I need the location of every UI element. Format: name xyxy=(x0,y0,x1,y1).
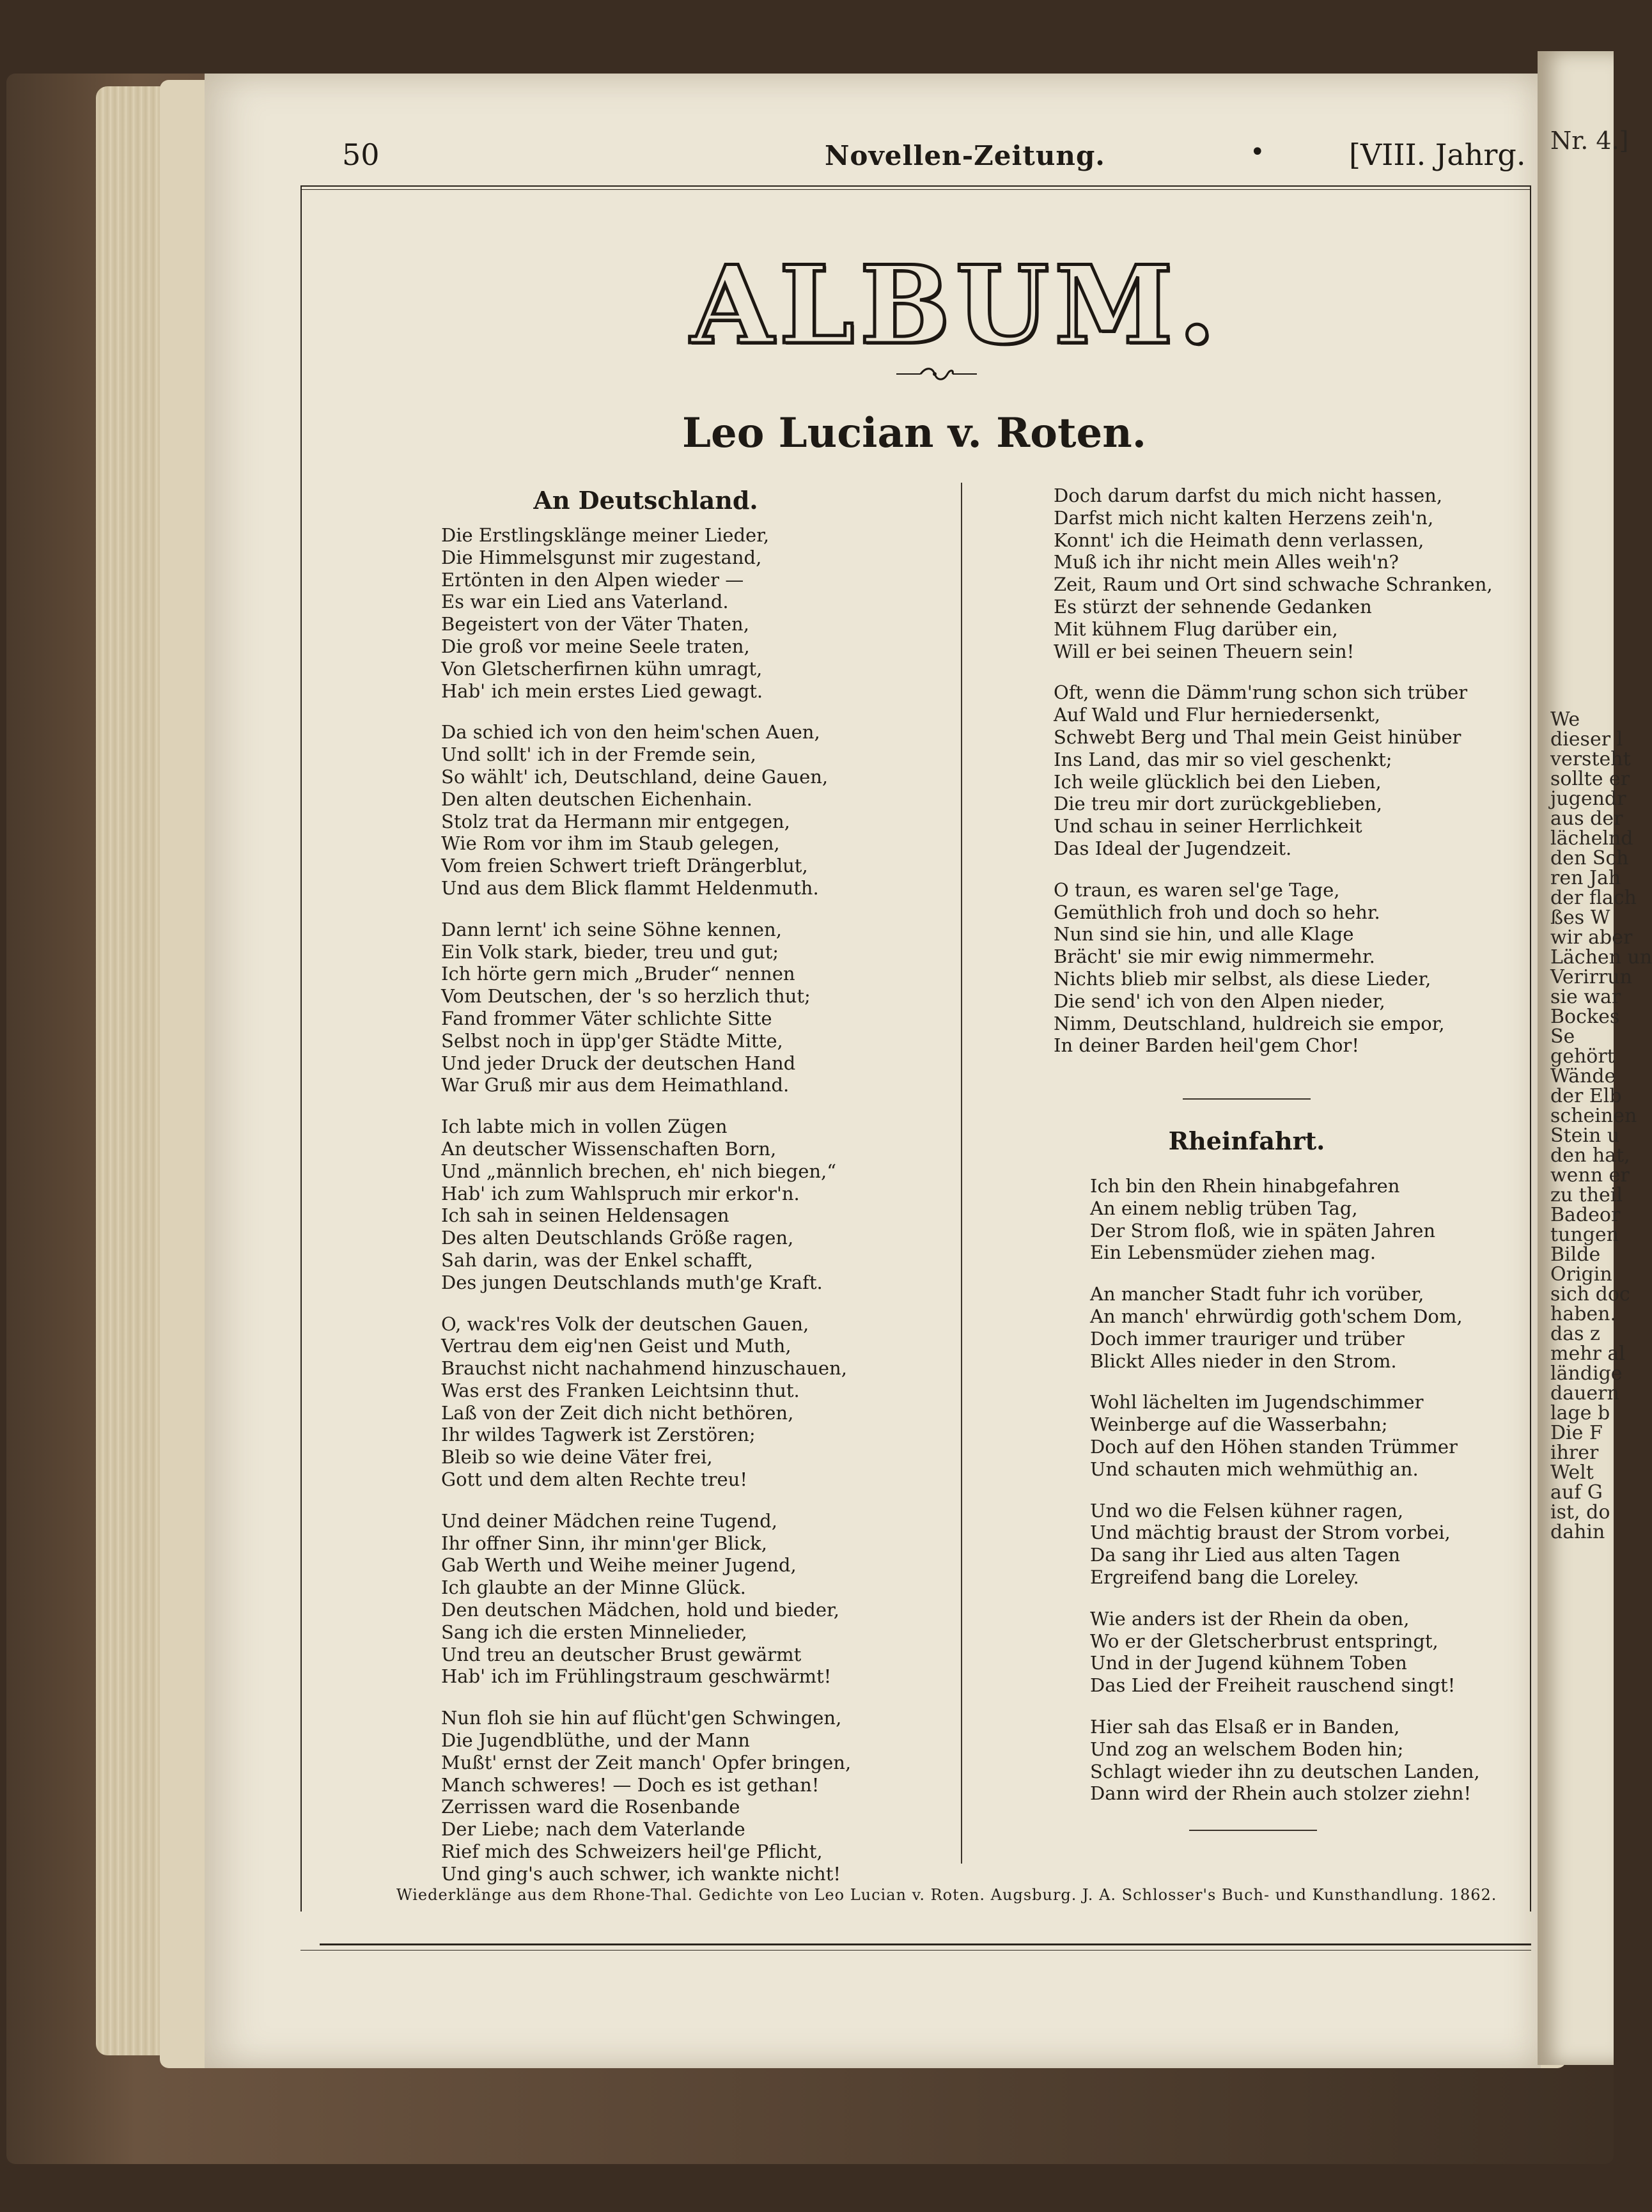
poem-line: Brächt' sie mir ewig nimmermehr. xyxy=(1054,946,1375,968)
facing-page-fragment: Verirrun xyxy=(1550,966,1632,988)
poem-line: Stolz trat da Hermann mir entgegen, xyxy=(441,810,790,832)
facing-page-fragment: wir aber xyxy=(1550,926,1633,949)
poem-line: Laß von der Zeit dich nicht bethören, xyxy=(441,1401,794,1424)
poem-line: So wählt' ich, Deutschland, deine Gauen, xyxy=(441,765,829,788)
column-divider xyxy=(961,483,962,1864)
poem-line: An einem neblig trüben Tag, xyxy=(1090,1197,1358,1219)
facing-page-fragment: We xyxy=(1550,708,1580,731)
poem-line: Und treu an deutscher Brust gewärmt xyxy=(441,1643,802,1665)
poem-line: Da schied ich von den heim'schen Auen, xyxy=(441,721,820,744)
poem-line: Doch immer trauriger und trüber xyxy=(1090,1327,1405,1350)
facing-page-fragment: sich doc xyxy=(1550,1283,1630,1305)
stanza xyxy=(441,1116,851,1293)
poem-line: Und jeder Druck der deutschen Hand xyxy=(441,1052,796,1074)
facing-page-header: Nr. 4.] xyxy=(1550,127,1629,155)
poem-line: In deiner Barden heil'gem Chor! xyxy=(1054,1034,1360,1057)
poem-line: Oft, wenn die Dämm'rung schon sich trüber xyxy=(1054,682,1468,704)
poem-line: Rief mich des Schweizers heil'ge Pflicht, xyxy=(441,1841,823,1863)
stanza xyxy=(441,1313,851,1491)
ornament-flourish-icon xyxy=(895,364,978,384)
facing-page-fragment: auf G xyxy=(1550,1481,1603,1504)
poem-line: An deutscher Wissenschaften Born, xyxy=(441,1137,777,1160)
poem-line: Des alten Deutschlands Größe ragen, xyxy=(441,1227,794,1249)
poem-line: Ins Land, das mir so viel geschenkt; xyxy=(1054,748,1392,770)
poem-column-left xyxy=(441,524,851,1885)
poem-line: Ihr wildes Tagwerk ist Zerstören; xyxy=(441,1424,756,1446)
poem-line: Das Ideal der Jugendzeit. xyxy=(1054,837,1292,859)
facing-page-fragment: lage b xyxy=(1550,1402,1610,1424)
facing-page-fragments xyxy=(1550,708,1652,1543)
poem-line: Wo er der Gletscherbrust entspringt, xyxy=(1090,1630,1438,1652)
header-rule xyxy=(300,185,1531,187)
poem-line: Selbst noch in üpp'ger Städte Mitte, xyxy=(441,1029,783,1052)
stanza xyxy=(441,1707,851,1885)
facing-page-fragment: haben. xyxy=(1550,1303,1617,1325)
poem-line: Und wo die Felsen kühner ragen, xyxy=(1090,1499,1404,1522)
poem-line: Den deutschen Mädchen, hold und bieder, xyxy=(441,1599,839,1621)
poem-line: Doch darum darfst du mich nicht hassen, xyxy=(1054,485,1443,506)
poem-rheinfahrt-text xyxy=(1090,1175,1480,1805)
facing-page-fragment: versteht xyxy=(1550,748,1631,770)
poem-title-an-deutschland: An Deutschland. xyxy=(533,486,758,515)
bottom-rule-thin xyxy=(300,1950,1531,1951)
poem-line: Hier sah das Elsaß er in Banden, xyxy=(1090,1715,1400,1738)
poem-line: Und in der Jugend kühnem Toben xyxy=(1090,1652,1407,1674)
facing-page-fragment: mehr al xyxy=(1550,1343,1625,1365)
poem-separator xyxy=(1183,1098,1311,1100)
poem-line: Ergreifend bang die Loreley. xyxy=(1090,1566,1359,1588)
poem-line: Mußt' ernst der Zeit manch' Opfer bringen, xyxy=(441,1751,852,1773)
facing-page-fragment: Se xyxy=(1550,1025,1575,1048)
volume-label: [VIII. Jahrg. xyxy=(1349,137,1526,172)
header-rule-thin xyxy=(300,189,1531,190)
poem-line: Es war ein Lied ans Vaterland. xyxy=(441,591,729,613)
stanza xyxy=(1090,1283,1480,1372)
facing-page-text xyxy=(1550,127,1652,1543)
poem-line: Ihr offner Sinn, ihr minn'ger Blick, xyxy=(441,1532,767,1554)
facing-page-fragment: scheinen xyxy=(1550,1105,1637,1127)
poem-line: Nichts blieb mir selbst, als diese Lieder, xyxy=(1054,967,1431,990)
poem-line: Will er bei seinen Theuern sein! xyxy=(1054,640,1355,662)
stanza xyxy=(441,721,851,899)
facing-page-fragment: ländige xyxy=(1550,1362,1623,1385)
poem-line: Ich labte mich in vollen Zügen xyxy=(441,1116,728,1138)
stanza xyxy=(1090,1716,1480,1805)
facing-page-fragment: den hat, xyxy=(1550,1144,1630,1167)
stanza xyxy=(1090,1608,1480,1697)
poem-line: Ich bin den Rhein hinabgefahren xyxy=(1090,1175,1400,1197)
facing-page-fragment: jugendr xyxy=(1550,788,1626,810)
facing-page-fragment: aus der xyxy=(1550,807,1623,830)
poem-title-rheinfahrt: Rheinfahrt. xyxy=(1168,1126,1325,1155)
facing-page-fragment: der Elb xyxy=(1550,1085,1622,1107)
poem-line: Den alten deutschen Eichenhain. xyxy=(441,788,752,810)
poem-line: Ein Lebensmüder ziehen mag. xyxy=(1090,1242,1376,1264)
poem-line: Des jungen Deutschlands muth'ge Kraft. xyxy=(441,1271,823,1293)
facing-page-fragment: dahin xyxy=(1550,1521,1605,1543)
poem-line: Wie Rom vor ihm im Staub gelegen, xyxy=(441,832,780,855)
frame-left-rule xyxy=(300,185,302,1912)
poem-line: An mancher Stadt fuhr ich vorüber, xyxy=(1090,1283,1424,1305)
poem-line: War Gruß mir aus dem Heimathland. xyxy=(441,1074,790,1096)
poem-line: Nun floh sie hin auf flücht'gen Schwingen, xyxy=(441,1707,842,1729)
source-citation: Wiederklänge aus dem Rhone-Thal. Gedichte von Leo Lucian v. Roten. Augsburg. J. A. Schlosser's Buch- und Kunsthandlung. 1862. xyxy=(396,1886,1497,1904)
poem-line: Begeistert von der Väter Thaten, xyxy=(441,613,749,635)
poem-line: Vom freien Schwert trieft Drängerblut, xyxy=(441,855,808,877)
poem-line: Blickt Alles nieder in den Strom. xyxy=(1090,1350,1397,1372)
poem-line: Das Lied der Freiheit rauschend singt! xyxy=(1090,1674,1456,1697)
stanza xyxy=(1090,1391,1480,1480)
poem-line: Darfst mich nicht kalten Herzens zeih'n, xyxy=(1054,506,1434,529)
poem-line: Ich sah in seinen Heldensagen xyxy=(441,1204,729,1227)
poem-line: Schwebt Berg und Thal mein Geist hinüber xyxy=(1054,726,1461,748)
facing-page-fragment: sie war xyxy=(1550,986,1621,1008)
poem-line: Da sang ihr Lied aus alten Tagen xyxy=(1090,1544,1401,1566)
poem-line: Und schauten mich wehmüthig an. xyxy=(1090,1458,1419,1480)
facing-page-fragment: ist, do xyxy=(1550,1501,1610,1523)
periodical-title: Novellen-Zeitung. xyxy=(825,140,1105,171)
facing-page-fragment: ßes W xyxy=(1550,907,1610,929)
poem-line: Ich hörte gern mich „Bruder“ nennen xyxy=(441,963,795,985)
poem-line: Was erst des Franken Leichtsinn thut. xyxy=(441,1379,800,1401)
poem-line: Ich glaubte an der Minne Glück. xyxy=(441,1577,746,1599)
facing-page-fragment: Welt xyxy=(1550,1461,1594,1484)
poem-line: Sah darin, was der Enkel schafft, xyxy=(441,1249,753,1271)
poem-line: An manch' ehrwürdig goth'schem Dom, xyxy=(1090,1305,1463,1327)
poem-line: Der Strom floß, wie in späten Jahren xyxy=(1090,1219,1436,1242)
poem-line: Doch auf den Höhen standen Trümmer xyxy=(1090,1435,1458,1458)
album-title: ALBUM. xyxy=(690,242,1221,368)
stanza xyxy=(1054,485,1493,662)
poem-line: Ich weile glücklich bei den Lieben, xyxy=(1054,770,1382,793)
poem-line: Wohl lächelten im Jugendschimmer xyxy=(1090,1391,1424,1414)
poem-line: Die Himmelsgunst mir zugestand, xyxy=(441,546,762,568)
poem-line: Hab' ich mein erstes Lied gewagt. xyxy=(441,680,763,702)
facing-page-fragment: Bilde xyxy=(1550,1243,1601,1266)
poem-end-separator xyxy=(1189,1830,1317,1831)
stanza xyxy=(1054,682,1493,859)
poem-line: Hab' ich zum Wahlspruch mir erkor'n. xyxy=(441,1182,800,1204)
facing-page-fragment: Origin xyxy=(1550,1263,1612,1286)
poem-line: Die send' ich von den Alpen nieder, xyxy=(1054,990,1385,1012)
poem-line: Mit kühnem Flug darüber ein, xyxy=(1054,618,1338,640)
poem-line: Vertrau dem eig'nen Geist und Muth, xyxy=(441,1335,791,1357)
poem-line: Und schau in seiner Herrlichkeit xyxy=(1054,815,1362,837)
facing-page-fragment: tungen xyxy=(1550,1224,1619,1246)
poem-line: Die treu mir dort zurückgeblieben, xyxy=(1054,793,1383,815)
page-number: 50 xyxy=(342,137,380,172)
poem-line: Gemüthlich froh und doch so hehr. xyxy=(1054,901,1380,923)
poem-line: Und ging's auch schwer, ich wankte nicht! xyxy=(441,1862,841,1885)
author-heading: Leo Lucian v. Roten. xyxy=(682,409,1147,457)
poem-line: Dann lernt' ich seine Söhne kennen, xyxy=(441,918,782,940)
poem-line: Ein Volk stark, bieder, treu und gut; xyxy=(441,940,779,963)
poem-line: Schlagt wieder ihn zu deutschen Landen, xyxy=(1090,1760,1480,1782)
poem-line: Wie anders ist der Rhein da oben, xyxy=(1090,1607,1410,1630)
poem-line: Und sollt' ich in der Fremde sein, xyxy=(441,744,756,766)
facing-page-fragment: Bockes xyxy=(1550,1006,1620,1028)
poem-line: Es stürzt der sehnende Gedanken xyxy=(1054,595,1372,618)
poem-line: Und mächtig braust der Strom vorbei, xyxy=(1090,1522,1451,1544)
poem-line: Und „männlich brechen, eh' nich biegen,“ xyxy=(441,1160,837,1182)
poem-line: Auf Wald und Flur herniedersenkt, xyxy=(1054,704,1381,726)
poem-line: Konnt' ich die Heimath denn verlassen, xyxy=(1054,529,1424,551)
poem-line: Und zog an welschem Boden hin; xyxy=(1090,1738,1404,1760)
poem-line: Fand frommer Väter schlichte Sitte xyxy=(441,1007,772,1029)
stanza xyxy=(441,524,851,702)
facing-page-fragment: ren Jah xyxy=(1550,867,1621,889)
poem-line: Von Gletscherfirnen kühn umragt, xyxy=(441,657,763,680)
poem-line: Und aus dem Blick flammt Heldenmuth. xyxy=(441,876,819,899)
poem-line: Und deiner Mädchen reine Tugend, xyxy=(441,1509,777,1532)
poem-line: O, wack'res Volk der deutschen Gauen, xyxy=(441,1312,809,1335)
poem-line: Nun sind sie hin, und alle Klage xyxy=(1054,923,1354,946)
stanza xyxy=(441,919,851,1096)
poem-line: Bleib so wie deine Väter frei, xyxy=(441,1446,713,1468)
poem-line: Manch schweres! — Doch es ist gethan! xyxy=(441,1773,820,1796)
poem-line: Hab' ich im Frühlingstraum geschwärmt! xyxy=(441,1665,832,1688)
facing-page-fragment: ihrer xyxy=(1550,1442,1599,1464)
poem-line: Gab Werth und Weihe meiner Jugend, xyxy=(441,1554,797,1577)
poem-line: Dann wird der Rhein auch stolzer ziehn! xyxy=(1090,1782,1472,1805)
stanza xyxy=(1090,1175,1480,1264)
facing-page-fragment: der flach xyxy=(1550,887,1637,909)
poem-line: Die groß vor meine Seele traten, xyxy=(441,635,750,657)
poem-line: O traun, es waren sel'ge Tage, xyxy=(1054,878,1340,901)
facing-page-fragment: Stein u xyxy=(1550,1125,1620,1147)
facing-page-fragment: dauern xyxy=(1550,1382,1619,1405)
stanza xyxy=(1090,1500,1480,1589)
header-bullet: • xyxy=(1250,137,1265,167)
poem-line: Ertönten in den Alpen wieder — xyxy=(441,568,744,591)
facing-page-fragment: dieser l xyxy=(1550,728,1623,751)
facing-page-fragment: das z xyxy=(1550,1323,1600,1345)
stanza xyxy=(1054,879,1493,1057)
poem-line: Die Erstlingsklänge meiner Lieder, xyxy=(441,524,770,546)
facing-page-fragment: Wände xyxy=(1550,1065,1616,1087)
poem-line: Nimm, Deutschland, huldreich sie empor, xyxy=(1054,1012,1445,1034)
facing-page-fragment: zu theil xyxy=(1550,1184,1623,1206)
facing-page-fragment: wenn er xyxy=(1550,1164,1630,1187)
poem-line: Muß ich ihr nicht mein Alles weih'n? xyxy=(1054,551,1399,573)
poem-line: Weinberge auf die Wasserbahn; xyxy=(1090,1414,1388,1436)
facing-page-fragment: Badeor xyxy=(1550,1204,1621,1226)
frame-right-rule xyxy=(1530,185,1531,1912)
facing-page-fragment: Lächen un xyxy=(1550,946,1652,969)
poem-line: Vom Deutschen, der 's so herzlich thut; xyxy=(441,985,811,1008)
poem-line: Die Jugendblüthe, und der Mann xyxy=(441,1729,750,1752)
facing-page-fragment: lächelnd xyxy=(1550,827,1633,850)
poem-line: Brauchst nicht nachahmend hinzuschauen, xyxy=(441,1357,847,1380)
facing-page-fragment: Die F xyxy=(1550,1422,1603,1444)
bottom-rule xyxy=(320,1943,1531,1945)
page-header xyxy=(300,137,1528,176)
facing-page-fragment: gehört xyxy=(1550,1045,1615,1068)
facing-page-fragment: sollte er xyxy=(1550,768,1630,790)
stanza xyxy=(441,1510,851,1688)
facing-page-fragment: den Sch xyxy=(1550,847,1629,869)
poem-line: Zeit, Raum und Ort sind schwache Schranken, xyxy=(1054,573,1493,596)
poem-line: Der Liebe; nach dem Vaterlande xyxy=(441,1818,745,1841)
poem-line: Zerrissen ward die Rosenbande xyxy=(441,1796,740,1818)
poem-column-right xyxy=(1054,485,1493,1057)
poem-line: Sang ich die ersten Minnelieder, xyxy=(441,1621,747,1643)
poem-line: Gott und dem alten Rechte treu! xyxy=(441,1468,747,1491)
